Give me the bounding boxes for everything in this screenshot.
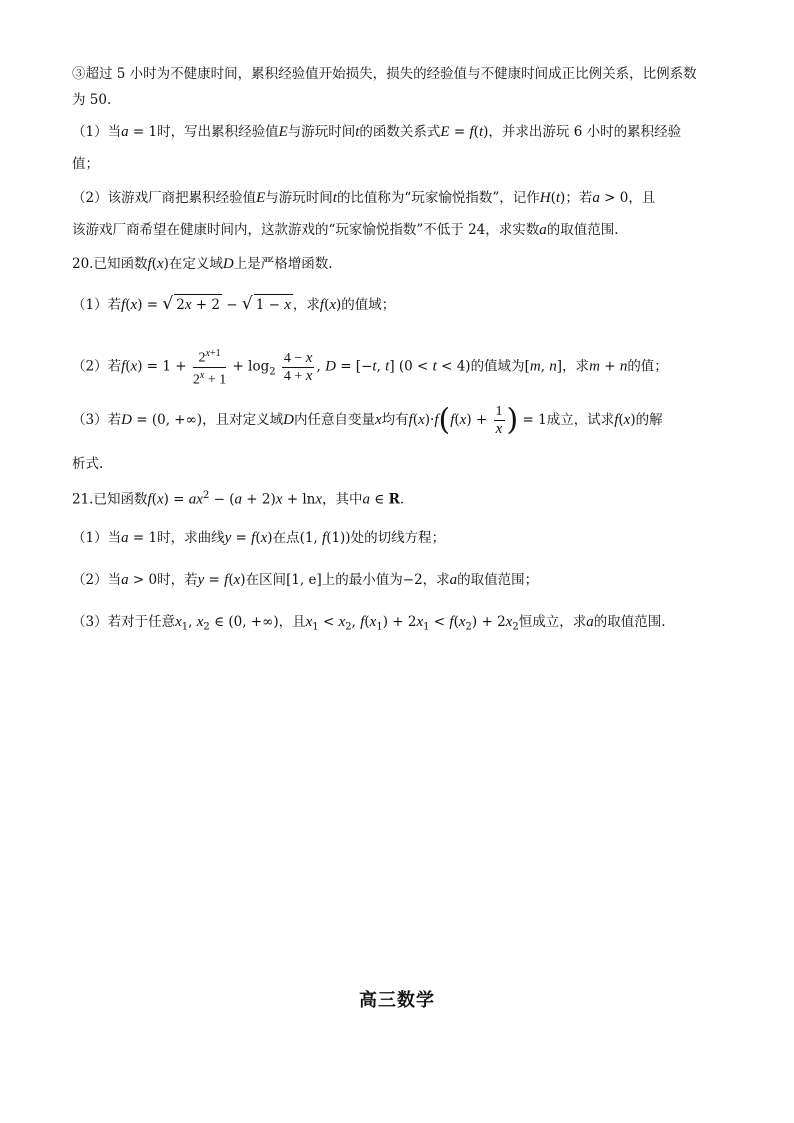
problem-19-condition-3-cont bbox=[72, 90, 111, 110]
text: 上的最小值为 bbox=[321, 572, 403, 588]
problem-20-stem: 20.已知函数f(x)在定义域D上是严格增函数. bbox=[72, 256, 333, 272]
text: 的取值范围. bbox=[593, 614, 666, 630]
text: ，且 bbox=[278, 614, 306, 630]
math: t bbox=[332, 190, 337, 206]
text: 20.已知函数 bbox=[72, 256, 148, 272]
problem-21-part-2: （2）当a > 0时，若y = f(x)在区间[1, e]上的最小值为−2，求a的取值范围； bbox=[72, 572, 539, 588]
text: 在定义域 bbox=[168, 256, 223, 272]
text: 内任意自变量 bbox=[293, 412, 375, 428]
fraction: $\frac{2^{x+1}}{2^x + 1}$ bbox=[192, 348, 227, 388]
text: 时，求曲线 bbox=[157, 530, 225, 546]
problem-19-part-1: （1）当a = 1时，写出累积经验值E与游玩时间t的函数关系式E = f(t)，并求出游玩 6 小时的累积经验 bbox=[72, 124, 682, 140]
text: ，求 bbox=[422, 572, 450, 588]
math: E bbox=[256, 190, 266, 206]
problem-20-part-3: （3）若D = (0, +∞)，且对定义域D内任意自变量x均有f(x)·f(f(x) + $\frac{1}{x}$ ) = 1成立，试求f(x)的解 bbox=[72, 402, 663, 438]
text: （1）若 bbox=[72, 297, 122, 313]
text: （1）当 bbox=[72, 530, 122, 546]
text: 的取值范围； bbox=[457, 572, 539, 588]
text: ，其中 bbox=[322, 491, 363, 508]
math: H bbox=[539, 190, 551, 206]
math: D bbox=[222, 256, 234, 272]
problem-21-part-1: （1）当a = 1时，求曲线y = f(x)在点(1, f(1))处的切线方程； bbox=[72, 530, 446, 546]
text: 的比值称为“玩家愉悦指数”，记作 bbox=[336, 190, 540, 206]
text: 成立，试求 bbox=[546, 412, 615, 428]
math: a bbox=[121, 124, 129, 140]
text: ，并求出游玩 6 小时的累积经验 bbox=[488, 124, 682, 140]
text: 的解 bbox=[635, 412, 663, 428]
text: 均有 bbox=[381, 412, 409, 428]
problem-19-part-2: （2）该游戏厂商把累积经验值E与游玩时间t的比值称为“玩家愉悦指数”，记作H(t)；若a > 0，且 bbox=[72, 190, 656, 206]
text: ③超过 5 小时为不健康时间，累积经验值开始损失，损失的经验值与不健康时间成正比例关系，比例系数 bbox=[72, 66, 697, 82]
text: ；若 bbox=[565, 190, 593, 206]
problem-19-part-1-cont bbox=[72, 154, 99, 174]
math: a bbox=[539, 222, 547, 238]
problem-19-condition-3 bbox=[72, 64, 697, 84]
text: 时，若 bbox=[157, 572, 198, 588]
text: 的值域为 bbox=[470, 358, 525, 375]
text: 21.已知函数 bbox=[72, 491, 148, 508]
math: f bbox=[319, 297, 325, 313]
text: 的值； bbox=[627, 358, 668, 375]
math: f bbox=[469, 124, 474, 140]
text: 处的切线方程； bbox=[350, 530, 446, 546]
text: （2）当 bbox=[72, 572, 122, 588]
text: ，求 bbox=[292, 297, 320, 313]
math: f bbox=[121, 358, 126, 375]
text: 时，写出累积经验值 bbox=[157, 124, 279, 140]
problem-20-part-3-cont bbox=[72, 454, 103, 474]
text: （1）当 bbox=[72, 124, 122, 140]
text: 为 50. bbox=[72, 92, 112, 108]
fraction: $\frac{4 - x}{4 + x}$ bbox=[283, 349, 313, 384]
math: a bbox=[592, 190, 600, 206]
text: ，且 bbox=[628, 190, 656, 206]
text: （2）该游戏厂商把累积经验值 bbox=[72, 190, 257, 206]
problem-21-stem: 21.已知函数$f(x) = ax^2 - (a + 2)x + \ln x$，其中a ∈ R. bbox=[72, 490, 405, 508]
text: 与游玩时间 bbox=[265, 190, 333, 206]
text: ，且对定义域 bbox=[202, 412, 284, 428]
problem-21-part-3: （3）若对于任意$x_1$, $x_2$ ∈ (0, +∞)，且$x_1 < x_2$, $f(x_1) + 2x_1 < f(x_2) + 2x_2$恒成立，求a的取值范围. bbox=[72, 614, 666, 633]
math: E bbox=[278, 124, 288, 140]
text: （2）若 bbox=[72, 358, 122, 375]
fraction: $\frac{1}{x}$ bbox=[495, 403, 503, 437]
text: （3）若对于任意 bbox=[72, 614, 176, 630]
page-footer-title: 高三数学 bbox=[359, 990, 435, 1011]
text: 上是严格增函数. bbox=[233, 256, 333, 272]
text: 析式. bbox=[72, 456, 104, 472]
text: 的值域； bbox=[341, 297, 396, 313]
text: 在区间 bbox=[245, 572, 287, 588]
math: f bbox=[147, 256, 152, 272]
text: 值； bbox=[72, 156, 99, 172]
text: 该游戏厂商希望在健康时间内，这款游戏的“玩家愉悦指数”不低于 24，求实数 bbox=[72, 222, 540, 238]
text: 恒成立，求 bbox=[518, 614, 587, 630]
math: t bbox=[355, 124, 360, 140]
problem-19-part-2-cont bbox=[72, 220, 619, 240]
text: ，求 bbox=[562, 358, 590, 375]
math: E bbox=[440, 124, 450, 140]
problem-20-part-2: （2）若f(x) = 1 + $\frac{2^{x+1}}{2^x + 1}$ + $\log_2$ $\frac{4 - x}{4 + x}$ , D = [−t, t] (0 < t < 4)的值域为[m, n]，求m + n的值； bbox=[72, 348, 668, 388]
text: 与游玩时间 bbox=[287, 124, 356, 140]
text: 的函数关系式 bbox=[359, 124, 441, 140]
text: 的取值范围. bbox=[546, 222, 619, 238]
math: f bbox=[121, 297, 126, 313]
text: （3）若 bbox=[72, 412, 122, 428]
problem-20-part-1: （1）若f(x) = √ 2x + 2 − √ 1 − x ，求f(x)的值域； bbox=[72, 294, 396, 314]
text: 在点 bbox=[272, 530, 300, 546]
